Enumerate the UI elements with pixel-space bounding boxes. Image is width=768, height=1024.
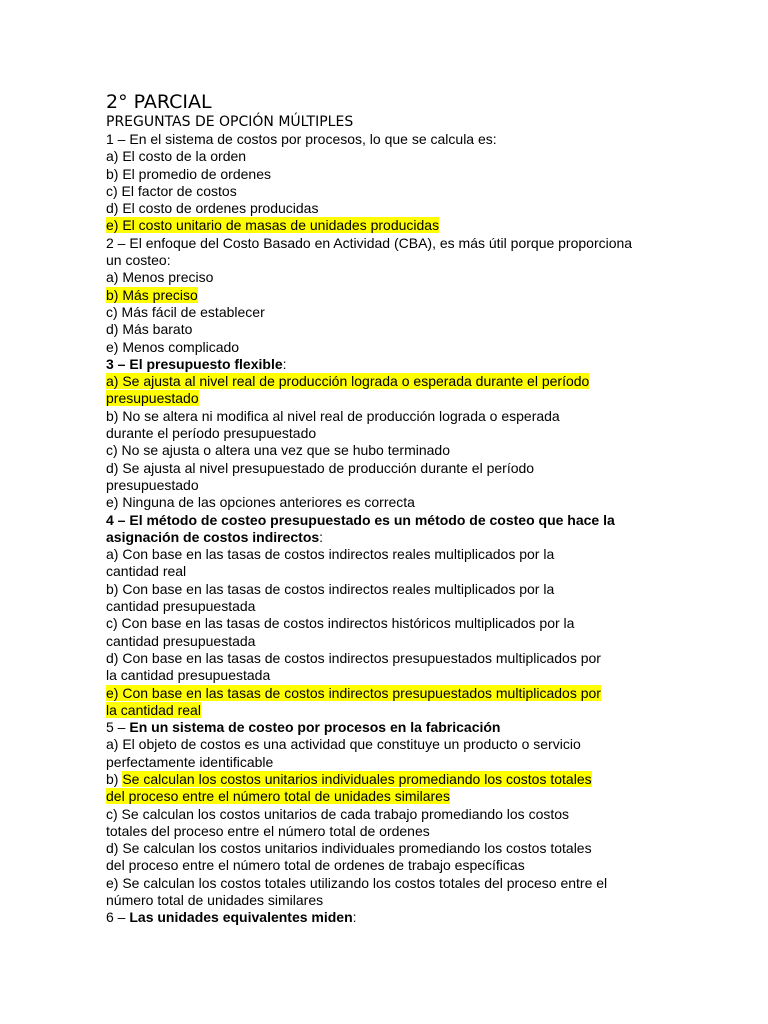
question-3-option-c: c) No se ajusta o altera una vez que se hubo terminado (106, 442, 450, 459)
question-3 (106, 356, 666, 512)
question-6-stem: Las unidades equivalentes miden (129, 909, 353, 926)
question-4-option-c-cont: cantidad presupuestada (106, 632, 256, 649)
question-1-option-c: c) El factor de costos (106, 182, 237, 199)
question-3-option-d-cont: presupuestado (106, 476, 199, 493)
question-5-option-b-label: b) (106, 770, 123, 787)
question-3-option-a-highlighted-cont: presupuestado (106, 390, 199, 407)
question-3-option-d: d) Se ajusta al nivel presupuestado de producción durante el período (106, 459, 535, 476)
document-page (106, 90, 666, 927)
question-6-number: 6 – (106, 909, 130, 926)
question-5-option-b-line (106, 771, 666, 788)
question-2 (106, 235, 666, 356)
question-5-option-c: c) Se calculan los costos unitarios de cada trabajo promediando los costos (106, 805, 570, 822)
question-2-option-c: c) Más fácil de establecer (106, 303, 265, 320)
question-3-option-e: e) Ninguna de las opciones anteriores es correcta (106, 494, 415, 511)
question-4-option-e-highlighted-cont: la cantidad real (106, 701, 201, 718)
question-5-option-d: d) Se calculan los costos unitarios individuales promediando los costos totales (106, 840, 592, 857)
question-1-option-b: b) El promedio de ordenes (106, 165, 271, 182)
question-5-number: 5 – (106, 719, 130, 736)
question-5-option-e: e) Se calculan los costos totales utilizando los costos totales del proceso entre el (106, 874, 608, 891)
question-4-option-a: a) Con base en las tasas de costos indirectos reales multiplicados por la (106, 546, 555, 563)
question-5-option-d-cont: del proceso entre el número total de ordenes de trabajo específicas (106, 857, 525, 874)
question-5-option-c-cont: totales del proceso entre el número total de ordenes (106, 822, 430, 839)
question-4-option-b-cont: cantidad presupuestada (106, 598, 256, 615)
question-3-stem-line (106, 356, 666, 373)
question-1-option-a: a) El costo de la orden (106, 148, 247, 165)
question-4-option-d: d) Con base en las tasas de costos indirectos presupuestados multiplicados por (106, 649, 601, 666)
question-2-stem-cont: un costeo: (106, 252, 171, 269)
question-4-option-d-cont: la cantidad presupuestada (106, 667, 271, 684)
question-3-option-a-highlighted: a) Se ajusta al nivel real de producción lograda o esperada durante el período (106, 373, 590, 390)
question-4-option-c: c) Con base en las tasas de costos indirectos históricos multiplicados por la (106, 615, 575, 632)
question-1-option-e-highlighted: e) El costo unitario de masas de unidades producidas (106, 217, 440, 234)
question-5 (106, 719, 666, 909)
page-subtitle: PREGUNTAS DE OPCIÓN MÚLTIPLES (106, 114, 354, 130)
question-4-colon: : (319, 528, 324, 545)
question-4-stem-cont-line (106, 529, 666, 546)
question-6-colon: : (352, 909, 357, 926)
question-3-number: 3 – (106, 355, 130, 372)
question-5-stem: En un sistema de costeo por procesos en la fabricación (129, 719, 501, 736)
question-4-option-b: b) Con base en las tasas de costos indirectos reales multiplicados por la (106, 580, 555, 597)
question-4 (106, 512, 666, 720)
question-3-stem: El presupuesto flexible (129, 355, 283, 372)
question-2-option-b-highlighted: b) Más preciso (106, 286, 198, 303)
question-4-stem: 4 – El método de costeo presupuestado es un método de costeo que hace la (106, 511, 615, 528)
question-5-option-a-cont: perfectamente identificable (106, 753, 274, 770)
page-title: 2° PARCIAL (106, 91, 212, 113)
question-5-option-e-cont: número total de unidades similares (106, 892, 324, 909)
question-2-stem: 2 – El enfoque del Costo Basado en Actividad (CBA), es más útil porque proporciona (106, 234, 633, 251)
question-4-option-e-highlighted: e) Con base en las tasas de costos indirectos presupuestados multiplicados por (106, 684, 601, 701)
question-2-option-e: e) Menos complicado (106, 338, 240, 355)
question-2-option-a: a) Menos preciso (106, 269, 214, 286)
question-5-stem-line (106, 719, 666, 736)
question-3-option-b: b) No se altera ni modifica al nivel real de producción lograda o esperada (106, 407, 560, 424)
question-1-stem: 1 – En el sistema de costos por procesos, lo que se calcula es: (106, 131, 497, 147)
question-2-option-d: d) Más barato (106, 321, 193, 338)
question-6 (106, 909, 666, 926)
question-1-option-d: d) El costo de ordenes producidas (106, 200, 319, 217)
question-1 (106, 131, 666, 235)
question-5-option-a: a) El objeto de costos es una actividad que constituye un producto o servicio (106, 736, 581, 753)
question-5-option-b-highlighted-cont: del proceso entre el número total de unidades similares (106, 788, 450, 805)
question-6-stem-line (106, 909, 666, 926)
question-5-option-b-highlighted: Se calculan los costos unitarios individuales promediando los costos totales (122, 770, 592, 787)
question-4-stem-cont: asignación de costos indirectos (106, 528, 320, 545)
question-4-option-a-cont: cantidad real (106, 563, 187, 580)
question-3-option-b-cont: durante el período presupuestado (106, 425, 317, 442)
question-3-colon: : (282, 355, 287, 372)
